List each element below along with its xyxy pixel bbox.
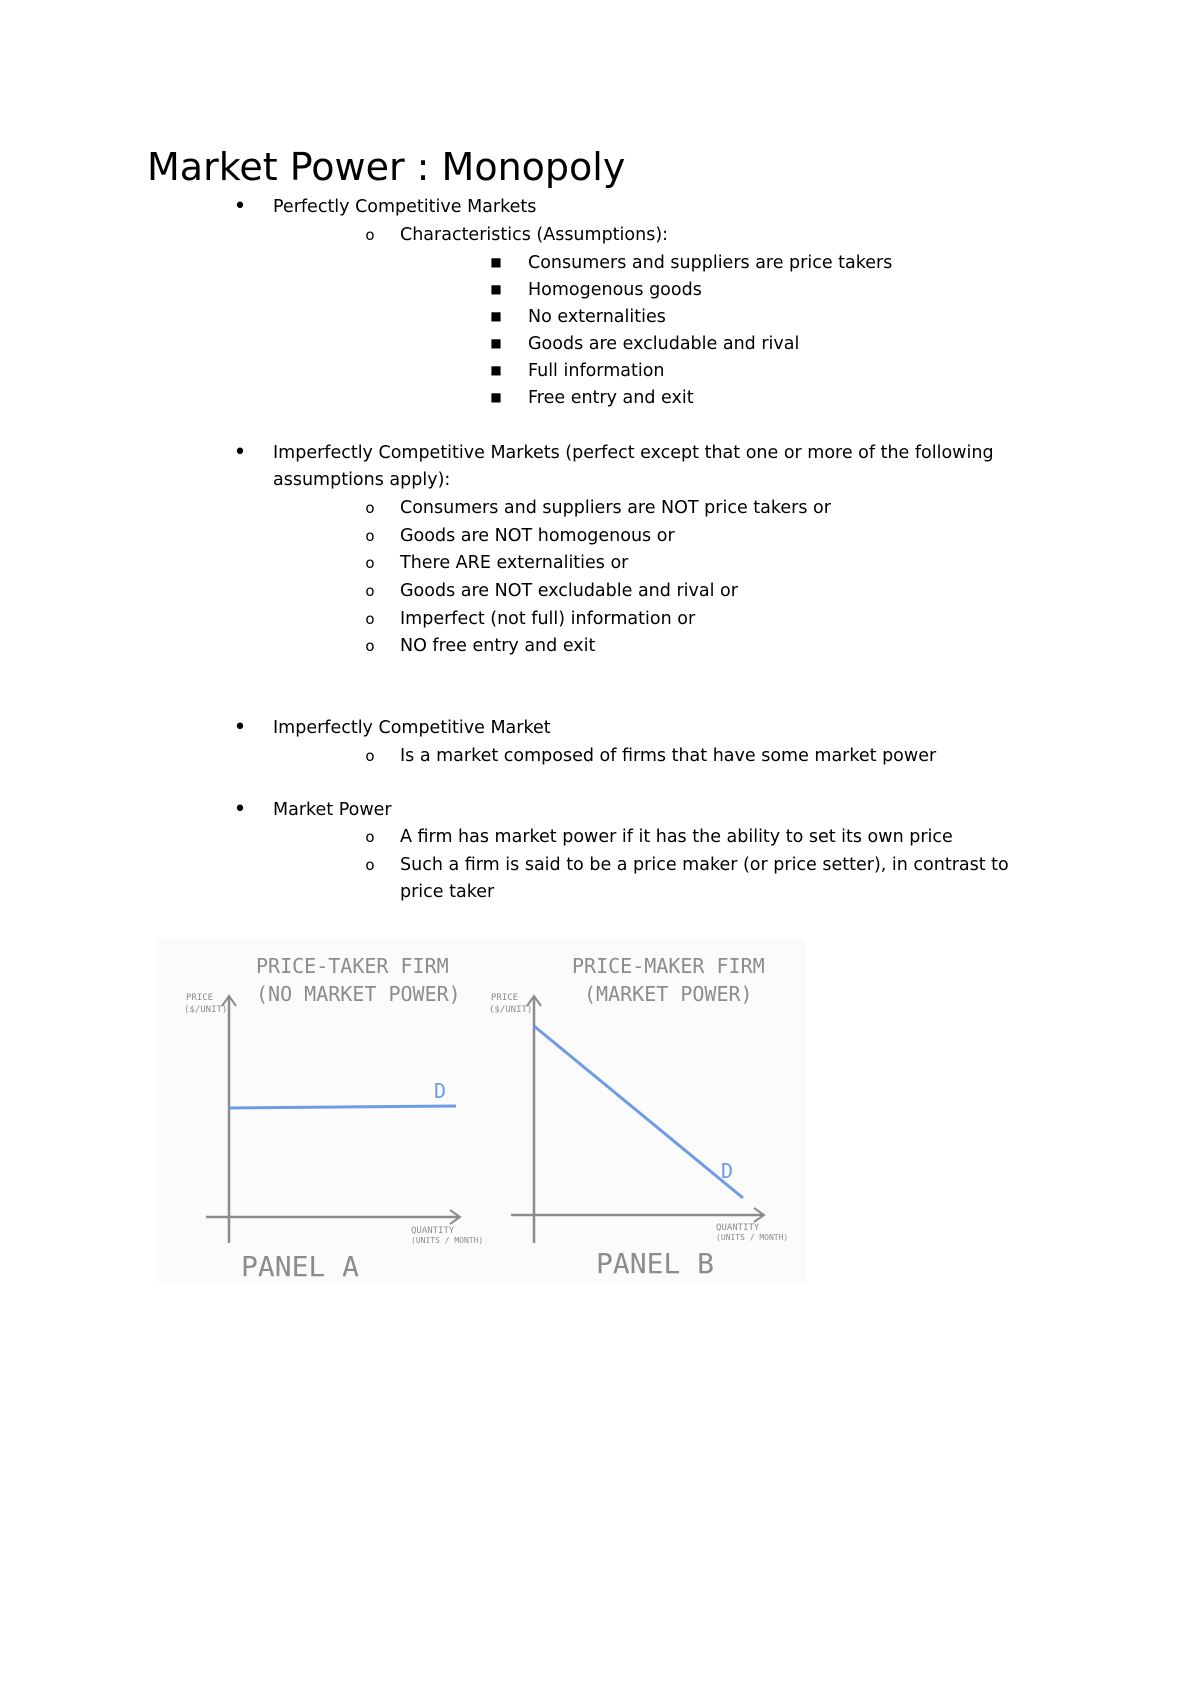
square-bullet-icon: ■: [490, 363, 502, 377]
square-bullet-icon: ■: [490, 255, 502, 269]
square-bullet-icon: ■: [490, 309, 502, 323]
list-item: Such a firm is said to be a price maker (or price setter), in contrast to: [400, 855, 1009, 875]
panel-a-curve-label: D: [434, 1079, 447, 1103]
square-bullet-icon: ■: [490, 336, 502, 350]
bullet-icon: •: [233, 797, 247, 822]
list-item: No externalities: [528, 307, 666, 327]
panel-a-x-label: QUANTITY: [411, 1226, 455, 1236]
list-item: Homogenous goods: [528, 280, 702, 300]
section4-heading: Market Power: [273, 800, 392, 820]
list-item: Free entry and exit: [528, 388, 694, 408]
panel-b-label: PANEL B: [596, 1247, 715, 1280]
panel-b-y-unit: ($/UNIT): [489, 1005, 533, 1015]
section2-heading: Imperfectly Competitive Markets (perfect except that one or more of the following: [273, 443, 994, 463]
list-item: Goods are NOT homogenous or: [400, 526, 675, 546]
section1-heading: Perfectly Competitive Markets: [273, 197, 537, 217]
panel-a-label: PANEL A: [241, 1250, 360, 1283]
square-bullet-icon: ■: [490, 390, 502, 404]
list-item: Consumers and suppliers are price takers: [528, 253, 893, 273]
bullet-icon: •: [233, 715, 247, 740]
list-item: Imperfect (not full) information or: [400, 609, 696, 629]
circle-bullet-icon: o: [365, 226, 375, 244]
list-item: A firm has market power if it has the ability to set its own price: [400, 827, 953, 847]
circle-bullet-icon: o: [365, 527, 375, 545]
section3-heading: Imperfectly Competitive Market: [273, 718, 551, 738]
list-item: There ARE externalities or: [400, 553, 629, 573]
panel-b-curve-label: D: [721, 1159, 734, 1183]
circle-bullet-icon: o: [365, 582, 375, 600]
circle-bullet-icon: o: [365, 554, 375, 572]
square-bullet-icon: ■: [490, 282, 502, 296]
panel-a-x-unit: (UNITS / MONTH): [411, 1236, 484, 1245]
panel-b-y-label: PRICE: [491, 993, 519, 1003]
circle-bullet-icon: o: [365, 499, 375, 517]
panel-a-title: PRICE-TAKER FIRM: [256, 954, 449, 978]
panel-b-title: PRICE-MAKER FIRM: [572, 954, 765, 978]
circle-bullet-icon: o: [365, 610, 375, 628]
list-item: Goods are NOT excludable and rival or: [400, 581, 738, 601]
bullet-icon: •: [233, 194, 247, 219]
panel-b-x-label: QUANTITY: [716, 1223, 760, 1233]
panel-b-subtitle: (MARKET POWER): [584, 982, 753, 1006]
panel-a-demand-curve: [229, 1106, 456, 1108]
circle-bullet-icon: o: [365, 747, 375, 765]
section1-sub: Characteristics (Assumptions):: [400, 225, 669, 245]
circle-bullet-icon: o: [365, 828, 375, 846]
list-item: Is a market composed of firms that have some market power: [400, 746, 937, 766]
panel-a-y-label: PRICE: [186, 993, 214, 1003]
page-title: Market Power : Monopoly: [147, 145, 626, 189]
panel-a-subtitle: (NO MARKET POWER): [256, 982, 461, 1006]
circle-bullet-icon: o: [365, 637, 375, 655]
section2-heading-cont: assumptions apply):: [273, 470, 451, 490]
panel-a-y-unit: ($/UNIT): [184, 1005, 228, 1015]
list-item: Consumers and suppliers are NOT price takers or: [400, 498, 831, 518]
list-item-cont: price taker: [400, 882, 495, 902]
list-item: Full information: [528, 361, 665, 381]
list-item: NO free entry and exit: [400, 636, 596, 656]
circle-bullet-icon: o: [365, 856, 375, 874]
bullet-icon: •: [233, 440, 247, 465]
list-item: Goods are excludable and rival: [528, 334, 800, 354]
demand-curves-figure: [156, 938, 806, 1283]
panel-b-x-unit: (UNITS / MONTH): [716, 1233, 789, 1242]
